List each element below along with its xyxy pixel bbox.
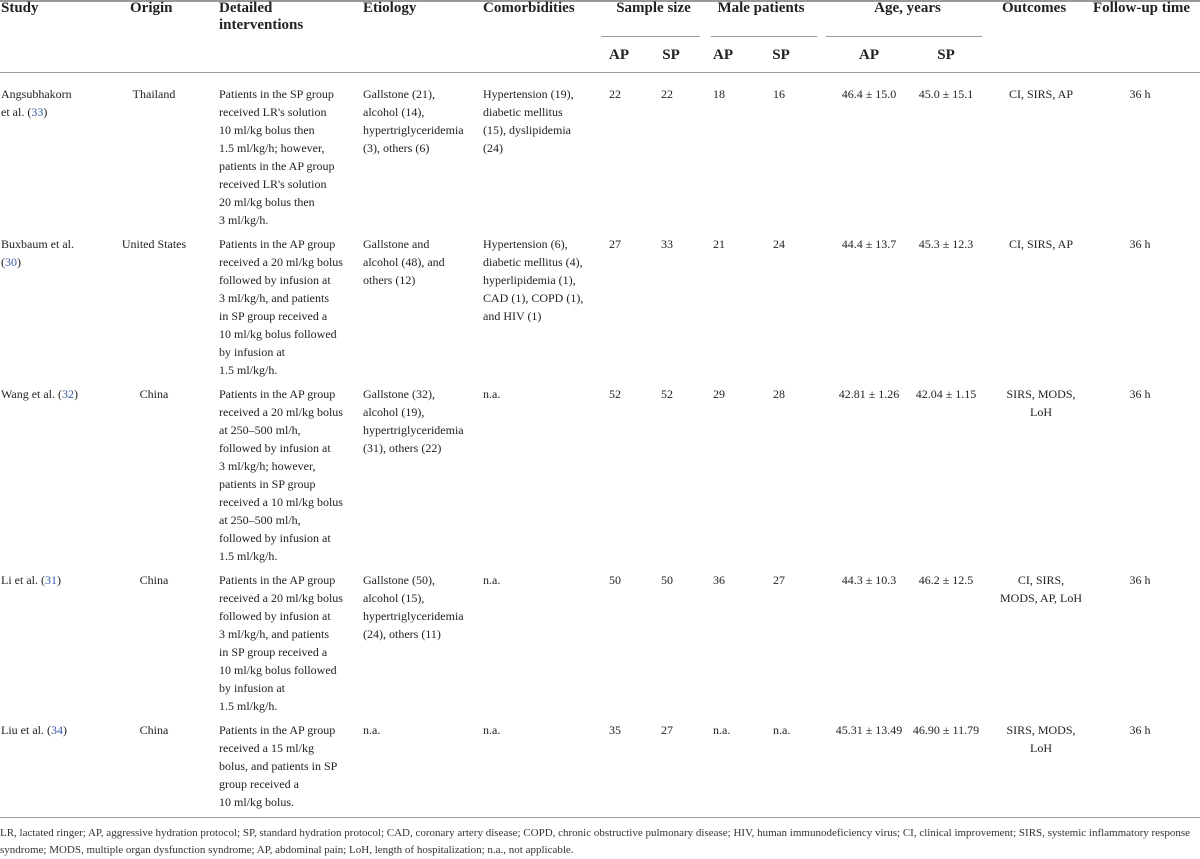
cell-etiology: Gallstone (32), alcohol (19), hypertriglyceridemia (31), others (22) — [363, 387, 464, 455]
male-patients-rule — [711, 36, 817, 37]
header-male-patients: Male patients — [717, 0, 805, 16]
cell-male-sp: 28 — [773, 387, 785, 401]
subheader-age-ap: AP — [859, 47, 879, 63]
cell-age-sp: 45.0 ± 15.1 — [918, 87, 974, 101]
header-origin: Origin — [130, 0, 173, 16]
cell-age-ap: 42.81 ± 1.26 — [838, 387, 900, 401]
cell-comorbidities: Hypertension (6), diabetic mellitus (4), hyperlipidemia (1), CAD (1), COPD (1), and HIV (1) — [483, 237, 584, 323]
cell-male-ap: 18 — [713, 87, 725, 101]
cell-sample-ap: 52 — [609, 387, 621, 401]
cell-male-ap: n.a. — [713, 723, 731, 737]
cell-outcomes: CI, SIRS, MODS, AP, LoH — [999, 573, 1083, 605]
cell-study: Wang et al. (32) — [1, 387, 79, 401]
subheader-male-ap: AP — [713, 47, 733, 63]
cell-origin: China — [139, 387, 169, 401]
header-rule — [0, 72, 1200, 73]
cell-male-sp: 16 — [773, 87, 785, 101]
cell-origin: China — [139, 723, 169, 737]
cell-age-sp: 45.3 ± 12.3 — [918, 237, 974, 251]
cell-study: Buxbaum et al. (30) — [1, 237, 74, 269]
cell-sample-ap: 35 — [609, 723, 621, 737]
cell-comorbidities: n.a. — [483, 723, 501, 737]
cell-origin: China — [139, 573, 169, 587]
cell-etiology: n.a. — [363, 723, 381, 737]
cell-male-sp: 24 — [773, 237, 785, 251]
cell-sample-ap: 22 — [609, 87, 621, 101]
cell-outcomes: CI, SIRS, AP — [1008, 237, 1074, 251]
subheader-sample-sp: SP — [662, 47, 680, 63]
cell-study: Li et al. (31) — [1, 573, 61, 587]
cell-sample-sp: 33 — [661, 237, 673, 251]
cell-followup: 36 h — [1129, 237, 1151, 251]
cell-age-ap: 44.4 ± 13.7 — [841, 237, 897, 251]
cell-followup: 36 h — [1129, 87, 1151, 101]
cell-interventions: Patients in the AP group received a 20 ml/kg bolus followed by infusion at 3 ml/kg/h, and patients in SP group received a 10 ml/kg bolus followed by infusion at 1.5 ml/kg/h. — [219, 237, 343, 377]
cell-age-ap: 45.31 ± 13.49 — [835, 723, 903, 737]
table-footnote: LR, lactated ringer; AP, aggressive hydration protocol; SP, standard hydration protocol; CAD, coronary artery disease; COPD, chronic obstructive pulmonary disease; HIV, human immunodeficiency virus; CI, clinical improvement; SIRS, systemic inflammatory response syndrome; MODS, multiple organ dysfunction syndrome; AP, abdominal pain; LoH, length of hospitalization; n.a., not applicable. — [0, 827, 1190, 856]
cell-sample-sp: 52 — [661, 387, 673, 401]
cell-male-ap: 36 — [713, 573, 725, 587]
cell-outcomes: SIRS, MODS, LoH — [1006, 387, 1076, 419]
cell-age-sp: 42.04 ± 1.15 — [915, 387, 977, 401]
header-comorbidities: Comorbidities — [483, 0, 575, 16]
header-study: Study — [1, 0, 39, 16]
cell-followup: 36 h — [1129, 573, 1151, 587]
reference-link[interactable]: 30 — [5, 255, 17, 269]
cell-age-ap: 46.4 ± 15.0 — [841, 87, 897, 101]
cell-outcomes: CI, SIRS, AP — [1008, 87, 1074, 101]
header-age: Age, years — [874, 0, 941, 16]
age-rule — [826, 36, 982, 37]
cell-age-ap: 44.3 ± 10.3 — [841, 573, 897, 587]
cell-age-sp: 46.90 ± 11.79 — [912, 723, 980, 737]
header-followup: Follow-up time — [1093, 0, 1191, 16]
subheader-sample-ap: AP — [609, 47, 629, 63]
reference-link[interactable]: 33 — [31, 105, 44, 119]
header-etiology: Etiology — [363, 0, 417, 16]
cell-etiology: Gallstone (50), alcohol (15), hypertriglyceridemia (24), others (11) — [363, 573, 464, 641]
cell-male-sp: n.a. — [773, 723, 791, 737]
cell-interventions: Patients in the AP group received a 15 ml/kg bolus, and patients in SP group received a 10 ml/kg bolus. — [219, 723, 338, 809]
cell-interventions: Patients in the AP group received a 20 ml/kg bolus followed by infusion at 3 ml/kg/h, and patients in SP group received a 10 ml/kg bolus followed by infusion at 1.5 ml/kg/h. — [219, 573, 343, 713]
cell-male-ap: 21 — [713, 237, 725, 251]
cell-comorbidities: n.a. — [483, 573, 501, 587]
bottom-rule — [0, 817, 1200, 818]
cell-comorbidities: n.a. — [483, 387, 501, 401]
cell-interventions: Patients in the SP group received LR's solution 10 ml/kg bolus then 1.5 ml/kg/h; however, patients in the AP group received LR's solution 20 ml/kg bolus then 3 ml/kg/h. — [219, 87, 335, 227]
cell-comorbidities: Hypertension (19), diabetic mellitus (15), dyslipidemia (24) — [483, 87, 574, 155]
cell-male-sp: 27 — [773, 573, 785, 587]
cell-etiology: Gallstone and alcohol (48), and others (12) — [363, 237, 445, 287]
cell-sample-ap: 50 — [609, 573, 621, 587]
cell-study: Angsubhakorn et al. (33) — [1, 87, 72, 119]
reference-link[interactable]: 32 — [62, 387, 75, 401]
reference-link[interactable]: 34 — [50, 723, 63, 737]
cell-followup: 36 h — [1129, 387, 1151, 401]
cell-outcomes: SIRS, MODS, LoH — [1006, 723, 1076, 755]
reference-link[interactable]: 31 — [44, 573, 57, 587]
header-sample-size: Sample size — [616, 0, 691, 16]
cell-study: Liu et al. (34) — [1, 723, 67, 737]
cell-sample-ap: 27 — [609, 237, 621, 251]
cell-male-ap: 29 — [713, 387, 725, 401]
sample-size-rule — [601, 36, 700, 37]
subheader-age-sp: SP — [937, 47, 955, 63]
header-outcomes: Outcomes — [1002, 0, 1067, 16]
header-interventions: Detailed interventions — [219, 0, 304, 33]
subheader-male-sp: SP — [772, 47, 790, 63]
cell-sample-sp: 50 — [661, 573, 673, 587]
cell-etiology: Gallstone (21), alcohol (14), hypertriglyceridemia (3), others (6) — [363, 87, 464, 155]
cell-origin: United States — [121, 237, 187, 251]
cell-origin: Thailand — [132, 87, 176, 101]
cell-sample-sp: 22 — [661, 87, 673, 101]
cell-sample-sp: 27 — [661, 723, 673, 737]
cell-age-sp: 46.2 ± 12.5 — [918, 573, 974, 587]
cell-interventions: Patients in the AP group received a 20 ml/kg bolus at 250–500 ml/h, followed by infusion at 3 ml/kg/h; however, patients in SP group received a 10 ml/kg bolus at 250–500 ml/h, followed by infusion at 1.5 ml/kg/h. — [219, 387, 343, 563]
cell-followup: 36 h — [1129, 723, 1151, 737]
